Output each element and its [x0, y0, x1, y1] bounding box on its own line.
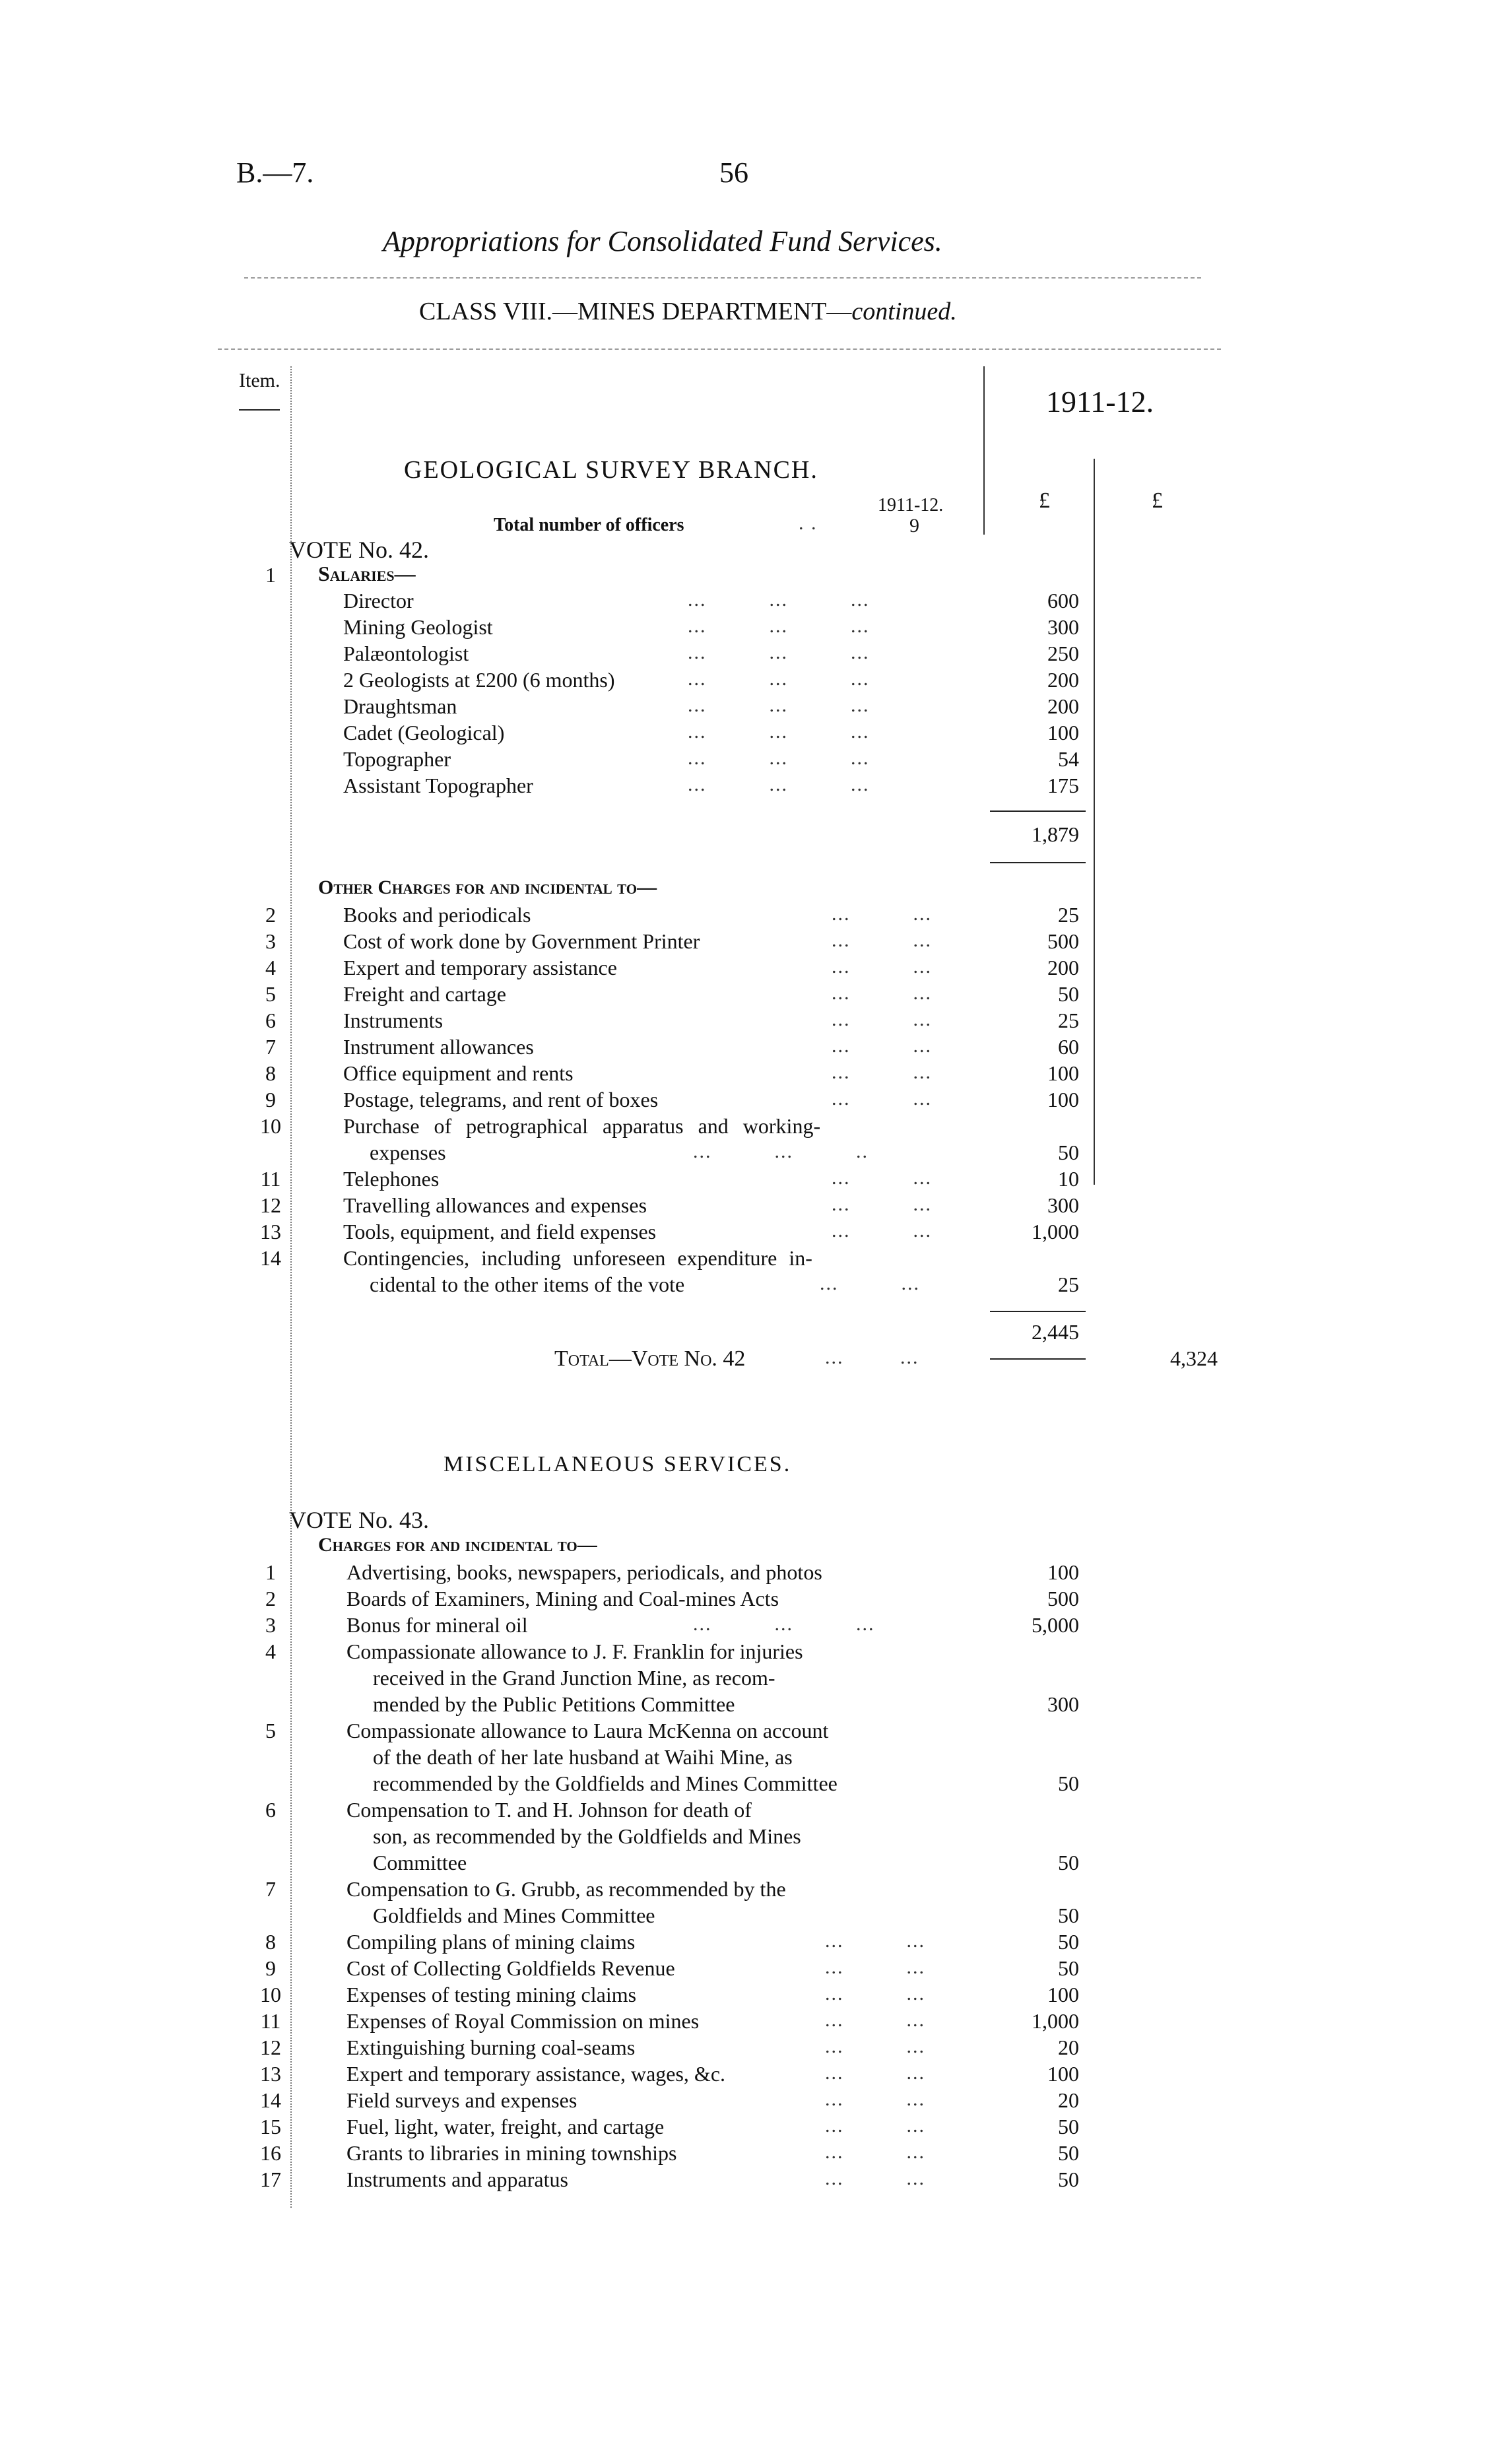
other-item-number: 4	[265, 956, 276, 979]
salary-dots: ... ... ...	[688, 615, 870, 637]
geo-other-total: 2,445	[1032, 1320, 1079, 1344]
misc-item-number: 9	[265, 1956, 276, 1980]
salary-amount: 300	[1047, 615, 1079, 639]
other-label: Postage, telegrams, and rent of boxes	[343, 1088, 659, 1111]
misc-item-number: 10	[260, 1983, 281, 2006]
geo-purchase-dots: ... ... ..	[693, 1141, 869, 1162]
misc-label-line: Compensation to T. and H. Johnson for death of	[346, 1798, 752, 1822]
salary-amount: 100	[1047, 721, 1079, 744]
other-item-number: 7	[265, 1035, 276, 1059]
misc-amount: 50	[1058, 2141, 1079, 2165]
misc-vote: VOTE No. 43.	[289, 1507, 429, 1533]
misc-amount: 500	[1047, 1587, 1079, 1610]
page-ref: B.—7.	[236, 156, 314, 189]
other-item-number: 13	[260, 1220, 281, 1243]
salary-amount: 200	[1047, 694, 1079, 718]
misc-amount: 50	[1058, 2115, 1079, 2138]
geo-vote-total: 4,324	[1170, 1346, 1218, 1370]
misc-label-line: of the death of her late husband at Waihi Mine, as	[373, 1745, 793, 1769]
other-label: Tools, equipment, and field expenses	[343, 1220, 657, 1243]
page-heading: Appropriations for Consolidated Fund Services.	[383, 225, 942, 257]
misc-label-line: recommended by the Goldfields and Mines Committee	[373, 1771, 838, 1795]
misc-label-line: Compensation to G. Grubb, as recommended by the	[346, 1877, 786, 1901]
misc-label: Boards of Examiners, Mining and Coal-mines Acts	[346, 1587, 779, 1610]
other-label: Instrument allowances	[343, 1035, 534, 1059]
geo-purchase-amount: 50	[1058, 1141, 1079, 1164]
misc-amount: 50	[1058, 2167, 1079, 2191]
other-amount: 200	[1047, 956, 1079, 979]
other-amount: 100	[1047, 1088, 1079, 1111]
amount-column-divider-2	[1094, 459, 1095, 1185]
amount-column-divider-1	[983, 366, 985, 535]
other-amount: 25	[1058, 1009, 1079, 1032]
misc-item-number: 12	[260, 2035, 281, 2059]
geo-contingency-amount: 25	[1058, 1273, 1079, 1296]
other-dots: ... ...	[832, 1193, 932, 1215]
misc-amount: 50	[1058, 1851, 1079, 1874]
item-header-underline	[239, 409, 280, 411]
other-item-number: 9	[265, 1088, 276, 1111]
salary-dots: ... ... ...	[688, 642, 870, 663]
geo-officers-label: Total number of officers	[494, 515, 684, 535]
salary-amount: 175	[1047, 774, 1079, 797]
geo-currency-2: £	[1152, 488, 1163, 513]
geo-officers-count: 9	[909, 515, 919, 537]
salary-label: Assistant Topographer	[343, 774, 533, 797]
salary-dots: ... ... ...	[688, 589, 870, 611]
misc-dots: ... ... ...	[693, 1613, 875, 1635]
misc-amount: 50	[1058, 1930, 1079, 1954]
misc-label: Expenses of testing mining claims	[346, 1983, 637, 2006]
misc-item-number: 14	[260, 2088, 281, 2112]
misc-amount: 1,000	[1032, 2009, 1079, 2033]
geo-salaries-item: 1	[265, 563, 276, 587]
other-item-number: 11	[260, 1167, 281, 1191]
other-item-number: 3	[265, 929, 276, 953]
class-line	[419, 297, 957, 326]
misc-dots: ... ...	[825, 2141, 925, 2163]
class-rule	[218, 348, 1221, 350]
salary-dots: ... ... ...	[688, 668, 870, 690]
item-header: Item.	[239, 370, 280, 391]
misc-item-number: 15	[260, 2115, 281, 2138]
salary-amount: 200	[1047, 668, 1079, 692]
misc-amount: 100	[1047, 1983, 1079, 2006]
misc-label: Compiling plans of mining claims	[346, 1930, 636, 1954]
other-amount: 100	[1047, 1061, 1079, 1085]
salary-label: Draughtsman	[343, 694, 457, 718]
misc-dots: ... ...	[825, 2115, 925, 2136]
geo-contingency-dots: ... ...	[820, 1273, 920, 1294]
other-label: Instruments	[343, 1009, 444, 1032]
other-amount: 50	[1058, 982, 1079, 1006]
misc-label: Cost of Collecting Goldfields Revenue	[346, 1956, 675, 1980]
other-label: Expert and temporary assistance	[343, 956, 617, 979]
misc-label-line: Compassionate allowance to J. F. Franklin for injuries	[346, 1639, 803, 1663]
other-label: Books and periodicals	[343, 903, 531, 927]
salary-dots: ... ... ...	[688, 721, 870, 743]
misc-label: Extinguishing burning coal-seams	[346, 2035, 636, 2059]
salary-dots: ... ... ...	[688, 694, 870, 716]
misc-label-line: Goldfields and Mines Committee	[373, 1903, 655, 1927]
misc-item-number: 4	[265, 1639, 276, 1663]
misc-item-number: 8	[265, 1930, 276, 1954]
misc-label-line: mended by the Public Petitions Committee	[373, 1692, 735, 1716]
misc-dots: ... ...	[825, 1956, 925, 1978]
misc-dots: ... ...	[825, 2035, 925, 2057]
other-label: Office equipment and rents	[343, 1061, 574, 1085]
misc-amount: 50	[1058, 1903, 1079, 1927]
salary-dots: ... ... ...	[688, 774, 870, 795]
other-dots: ... ...	[832, 903, 932, 925]
geo-currency-1: £	[1039, 488, 1050, 513]
misc-item-number: 2	[265, 1587, 276, 1610]
other-label: Cost of work done by Government Printer	[343, 929, 700, 953]
misc-item-number: 3	[265, 1613, 276, 1637]
misc-title: MISCELLANEOUS SERVICES.	[444, 1452, 792, 1476]
misc-item-number: 5	[265, 1719, 276, 1742]
geo-salaries-header: Salaries—	[318, 562, 416, 585]
other-dots: ... ...	[832, 1035, 932, 1057]
other-amount: 25	[1058, 903, 1079, 927]
misc-label-line: Committee	[373, 1851, 467, 1874]
geo-vote-total-dots: ... ...	[825, 1346, 919, 1368]
misc-amount: 20	[1058, 2088, 1079, 2112]
salary-label: Mining Geologist	[343, 615, 493, 639]
geo-other-total-underline	[990, 1358, 1086, 1360]
salary-label: Topographer	[343, 747, 451, 771]
misc-item-number: 17	[260, 2167, 281, 2191]
year-header: 1911-12.	[1046, 385, 1154, 418]
class-line-main: CLASS VIII.—MINES DEPARTMENT—	[419, 298, 852, 325]
salary-label: Director	[343, 589, 414, 612]
misc-amount: 100	[1047, 1560, 1079, 1584]
geo-other-total-rule	[990, 1311, 1086, 1312]
geo-vote: VOTE No. 42.	[289, 537, 429, 563]
salary-label: Cadet (Geological)	[343, 721, 505, 744]
misc-dots: ... ...	[825, 1930, 925, 1952]
geo-title: GEOLOGICAL SURVEY BRANCH.	[404, 456, 818, 484]
geo-contingency-item: 14	[260, 1246, 281, 1270]
other-label: Telephones	[343, 1167, 440, 1191]
other-amount: 60	[1058, 1035, 1079, 1059]
misc-label: Fuel, light, water, freight, and cartage	[346, 2115, 665, 2138]
geo-officers-dots: . .	[799, 512, 818, 534]
misc-dots: ... ...	[825, 2009, 925, 2031]
misc-label: Instruments and apparatus	[346, 2167, 568, 2191]
misc-label: Field surveys and expenses	[346, 2088, 577, 2112]
other-amount: 1,000	[1032, 1220, 1079, 1243]
geo-vote-total-label: Total—Vote No. 42	[554, 1346, 746, 1371]
misc-label: Grants to libraries in mining townships	[346, 2141, 677, 2165]
salary-amount: 600	[1047, 589, 1079, 612]
misc-amount: 5,000	[1032, 1613, 1079, 1637]
other-item-number: 12	[260, 1193, 281, 1217]
misc-label-line: received in the Grand Junction Mine, as recom-	[373, 1666, 775, 1690]
geo-other-header: Other Charges for and incidental to—	[318, 877, 657, 898]
misc-dots: ... ...	[825, 1983, 925, 2004]
misc-dots: ... ...	[825, 2167, 925, 2189]
geo-officers-year: 1911-12.	[878, 495, 944, 515]
other-item-number: 8	[265, 1061, 276, 1085]
misc-item-number: 6	[265, 1798, 276, 1822]
salary-dots: ... ... ...	[688, 747, 870, 769]
other-amount: 500	[1047, 929, 1079, 953]
page-number: 56	[719, 156, 748, 189]
geo-salaries-total: 1,879	[1032, 822, 1079, 846]
other-dots: ... ...	[832, 1009, 932, 1030]
misc-charges-header: Charges for and incidental to—	[318, 1534, 597, 1556]
misc-amount: 100	[1047, 2062, 1079, 2086]
misc-label: Advertising, books, newspapers, periodicals, and photos	[346, 1560, 822, 1584]
class-line-continued: continued.	[851, 298, 957, 325]
salary-label: 2 Geologists at £200 (6 months)	[343, 668, 615, 692]
other-amount: 300	[1047, 1193, 1079, 1217]
misc-amount: 20	[1058, 2035, 1079, 2059]
other-amount: 10	[1058, 1167, 1079, 1191]
geo-contingency-line1: Contingencies, including unforeseen expenditure in-	[343, 1246, 812, 1270]
misc-amount: 50	[1058, 1956, 1079, 1980]
misc-label-line: son, as recommended by the Goldfields and Mines	[373, 1824, 801, 1848]
other-item-number: 2	[265, 903, 276, 927]
misc-item-number: 7	[265, 1877, 276, 1901]
misc-label-line: Compassionate allowance to Laura McKenna on account	[346, 1719, 829, 1742]
other-dots: ... ...	[832, 1088, 932, 1109]
geo-salaries-total-underline	[990, 862, 1086, 863]
misc-amount: 300	[1047, 1692, 1079, 1716]
misc-item-number: 16	[260, 2141, 281, 2165]
geo-salaries-total-rule	[990, 810, 1086, 812]
other-dots: ... ...	[832, 1167, 932, 1189]
misc-dots: ... ...	[825, 2088, 925, 2110]
other-item-number: 5	[265, 982, 276, 1006]
salary-label: Palæontologist	[343, 642, 469, 665]
other-item-number: 6	[265, 1009, 276, 1032]
misc-label: Expert and temporary assistance, wages, &c.	[346, 2062, 726, 2086]
geo-purchase-item: 10	[260, 1114, 281, 1138]
salary-amount: 250	[1047, 642, 1079, 665]
heading-rule	[244, 277, 1201, 279]
other-dots: ... ...	[832, 1220, 932, 1241]
misc-item-number: 11	[260, 2009, 281, 2033]
other-dots: ... ...	[832, 982, 932, 1004]
other-dots: ... ...	[832, 929, 932, 951]
salary-amount: 54	[1058, 747, 1079, 771]
geo-purchase-line1: Purchase of petrographical apparatus and working-	[343, 1114, 821, 1138]
geo-contingency-line2: cidental to the other items of the vote	[370, 1273, 685, 1296]
misc-label: Bonus for mineral oil	[346, 1613, 528, 1637]
other-label: Freight and cartage	[343, 982, 506, 1006]
geo-purchase-line2: expenses	[370, 1141, 446, 1164]
misc-label: Expenses of Royal Commission on mines	[346, 2009, 700, 2033]
misc-dots: ... ...	[825, 2062, 925, 2084]
other-dots: ... ...	[832, 956, 932, 977]
other-dots: ... ...	[832, 1061, 932, 1083]
misc-item-number: 13	[260, 2062, 281, 2086]
misc-amount: 50	[1058, 1771, 1079, 1795]
misc-item-number: 1	[265, 1560, 276, 1584]
other-label: Travelling allowances and expenses	[343, 1193, 647, 1217]
